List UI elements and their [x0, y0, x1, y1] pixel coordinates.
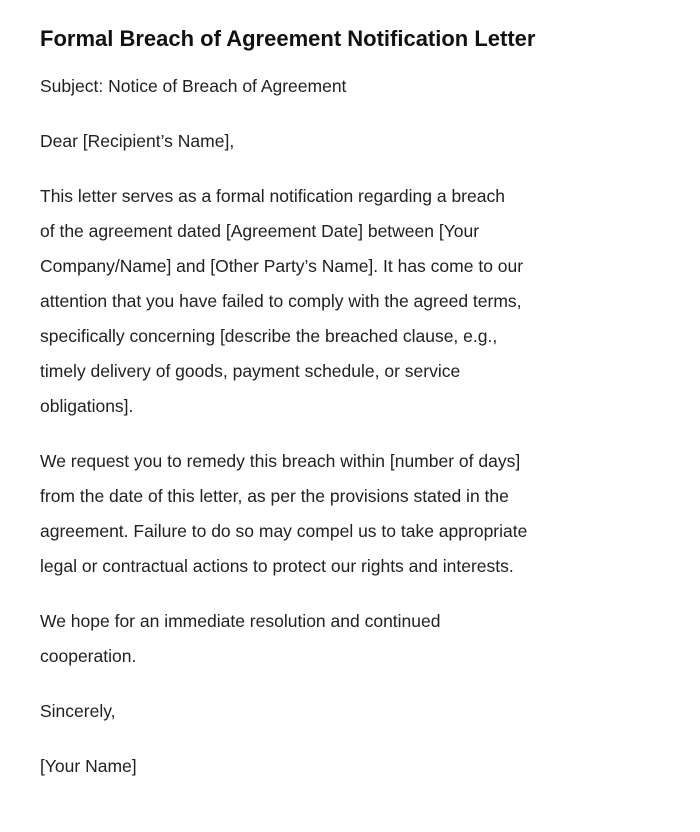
paragraph-breach-notification — [40, 179, 660, 424]
text-line: from the date of this letter, as per the provisions stated in the — [40, 486, 509, 506]
text-line: obligations]. — [40, 396, 134, 416]
text-line: of the agreement dated [Agreement Date] between [Your — [40, 221, 480, 241]
text-line: Company/Name] and [Other Party’s Name]. It has come to our — [40, 256, 524, 276]
text-line: cooperation. — [40, 646, 137, 666]
text-line: agreement. Failure to do so may compel us to take appropriate — [40, 521, 528, 541]
text-line: We request you to remedy this breach within [number of days] — [40, 451, 521, 471]
text-line: attention that you have failed to comply with the agreed terms, — [40, 291, 522, 311]
text-line: legal or contractual actions to protect our rights and interests. — [40, 556, 514, 576]
salutation: Dear [Recipient’s Name], — [40, 131, 235, 151]
text-line: This letter serves as a formal notification regarding a breach — [40, 186, 505, 206]
page-title: Formal Breach of Agreement Notification Letter — [40, 26, 536, 51]
paragraph-resolution-hope — [40, 604, 660, 674]
subject-line: Subject: Notice of Breach of Agreement — [40, 76, 347, 96]
text-line: specifically concerning [describe the breached clause, e.g., — [40, 326, 498, 346]
text-line: timely delivery of goods, payment schedule, or service — [40, 361, 461, 381]
paragraph-remedy-request — [40, 444, 660, 584]
text-line: We hope for an immediate resolution and continued — [40, 611, 441, 631]
signature-placeholder: [Your Name] — [40, 756, 137, 776]
closing: Sincerely, — [40, 701, 116, 721]
